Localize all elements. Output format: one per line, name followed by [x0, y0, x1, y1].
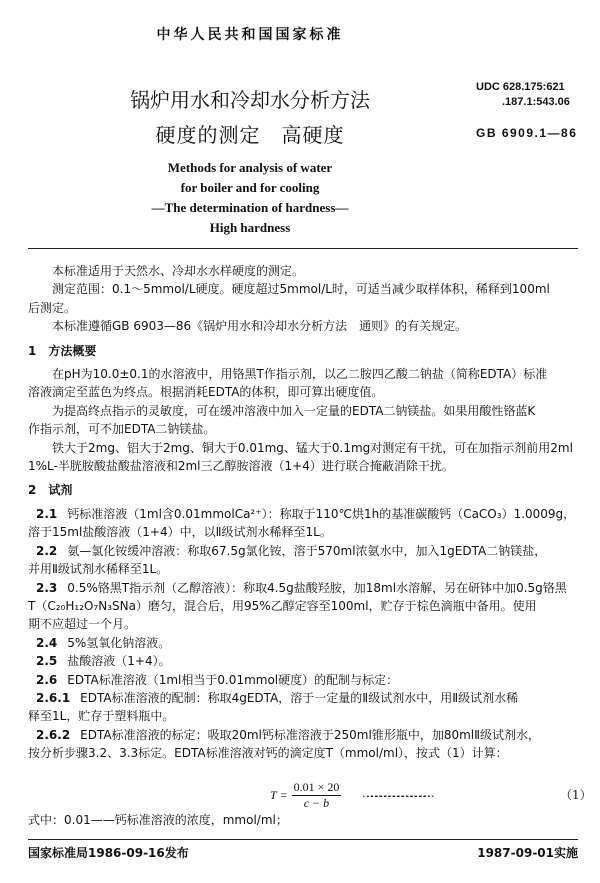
text-line	[28, 726, 578, 744]
line-text: 后测定。	[28, 300, 77, 315]
line-text: EDTA标准溶液的标定：吸取20ml钙标准溶液于250ml锥形瓶中，加80mlⅡ级试剂水，	[80, 727, 541, 742]
clause-number: 2.6.1	[36, 690, 71, 705]
udc-line1: UDC 628.175:621	[476, 81, 565, 93]
clause	[28, 671, 578, 689]
line-text: 2 试剂	[28, 483, 73, 498]
text-line	[28, 402, 578, 420]
clause	[28, 634, 578, 652]
text-line	[28, 560, 578, 578]
text-line	[28, 262, 578, 280]
issue-date: 国家标准局1986-09-16发布	[28, 846, 189, 860]
line-text: 按分析步骤3.2、3.3标定。EDTA标准溶液对钙的滴定度T（mmol/ml），按式（1）计算：	[28, 746, 508, 761]
text-line	[28, 505, 578, 523]
clause-number: 2.5	[36, 654, 58, 669]
text-line	[28, 689, 578, 707]
formula-lhs: T =	[270, 788, 288, 802]
section-heading	[28, 481, 578, 499]
formula-1	[270, 780, 341, 811]
line-text: 溶于15ml盐酸溶液（1+4）中，以Ⅱ级试剂水稀释至1L。	[28, 525, 332, 540]
line-text: 铁大于2mg、铝大于2mg、铜大于0.01mg、锰大于0.1mg对测定有干扰，可在加指示剂前用2ml	[52, 440, 573, 455]
clause	[28, 689, 578, 726]
where-clause: 式中：0.01——钙标准溶液的浓度，mmol/ml；	[28, 813, 288, 827]
text-line	[28, 481, 578, 499]
clause	[28, 505, 578, 542]
text-line	[28, 299, 578, 317]
line-text: 钙标准溶液（1ml含0.01mmolCa²⁺）：称取于110℃烘1h的基准碳酸钙（CaCO₃）1.0009g，	[67, 506, 576, 521]
fraction-numerator: 0.01 × 20	[293, 780, 340, 794]
text-line	[28, 615, 578, 633]
title-chinese-line2: 硬度的测定 高硬度	[155, 123, 345, 147]
text-line	[28, 671, 578, 689]
paragraph	[28, 439, 578, 476]
text-line	[28, 420, 578, 438]
text-line	[28, 634, 578, 652]
line-text: 氨—氯化铵缓冲溶液：称取67.5g氯化铵，溶于570ml浓氨水中，加入1gEDTA二钠镁盐，	[67, 543, 547, 558]
text-line	[28, 652, 578, 670]
title-chinese-line1: 锅炉用水和冷却水分析方法	[130, 88, 370, 112]
line-text: 溶液滴定至蓝色为终点。根据消耗EDTA的体积，即可算出硬度值。	[28, 385, 384, 400]
paragraph	[28, 402, 578, 439]
line-text: 为提高终点指示的灵敏度，可在缓冲溶液中加入一定量的EDTA二钠镁盐。如果用酸性铬蓝K	[52, 403, 536, 418]
line-text: EDTA标准溶液（1ml相当于0.01mmol硬度）的配制与标定：	[67, 672, 399, 687]
clause	[28, 579, 578, 634]
english-title-line: Methods for analysis of water	[167, 160, 333, 175]
text-line	[28, 523, 578, 541]
fraction-denominator: c − b	[303, 796, 330, 810]
line-text: T（C₂₀H₁₂O₇N₃SNa）磨匀，混合后，用95%乙醇定容至100ml，贮存于棕色滴瓶中备用。使用	[28, 598, 537, 613]
footer-divider	[28, 839, 578, 840]
nation-standard-label: 中华人民共和国国家标准	[156, 27, 344, 43]
text-line	[28, 439, 578, 457]
formula-leader-dots: ………………………………………	[362, 787, 429, 800]
line-text: 在pH为10.0±0.1的水溶液中，用铬黑T作指示剂，以乙二胺四乙酸二钠盐（简称EDTA）标准	[52, 367, 548, 382]
line-text: 作指示剂，可不加EDTA二钠镁盐。	[28, 422, 216, 437]
fraction	[292, 780, 342, 811]
text-line	[28, 707, 578, 725]
line-text: 1 方法概要	[28, 343, 97, 358]
clause	[28, 542, 578, 579]
text-line	[28, 383, 578, 401]
section-heading	[28, 342, 578, 360]
line-text: 1%L-半胱胺酸盐酸盐溶液和2ml三乙醇胺溶液（1+4）进行联合掩蔽消除干扰。	[28, 459, 454, 474]
line-text: 本标准适用于天然水、冷却水水样硬度的测定。	[52, 264, 305, 278]
udc-code	[476, 80, 570, 110]
paragraph	[28, 280, 578, 317]
text-line	[28, 457, 578, 475]
text-line	[28, 744, 578, 762]
paragraph	[28, 262, 578, 280]
english-title	[0, 158, 500, 238]
document-body	[28, 262, 578, 763]
text-line	[28, 542, 578, 560]
line-text: EDTA标准溶液的配制：称取4gEDTA，溶于一定量的Ⅱ级试剂水中，用Ⅱ级试剂水稀	[80, 690, 519, 705]
line-text: 本标准遵循GB 6903—86《锅炉用水和冷却水分析方法 通则》的有关规定。	[52, 319, 468, 334]
line-text: 盐酸溶液（1+4）。	[67, 654, 171, 669]
clause-number: 2.1	[36, 506, 58, 521]
line-text: 0.5%铬黑T指示剂（乙醇溶液）：称取4.5g盐酸羟胺，加18ml水溶解，另在研钵中加0.5g铬黑	[67, 580, 567, 595]
equation-number: （1）	[560, 788, 592, 802]
paragraph	[28, 365, 578, 402]
text-line	[28, 365, 578, 383]
clause-number: 2.6.2	[36, 727, 71, 742]
text-line	[28, 317, 578, 335]
clause-number: 2.3	[36, 580, 58, 595]
line-text: 期不应超过一个月。	[28, 617, 137, 632]
english-title-line: for boiler and for cooling	[180, 180, 320, 195]
line-text: 释至1L，贮存于塑料瓶中。	[28, 709, 175, 724]
english-title-line: High hardness	[209, 220, 291, 235]
text-line	[28, 597, 578, 615]
clause	[28, 726, 578, 763]
clause-number: 2.4	[36, 635, 58, 650]
paragraph	[28, 317, 578, 335]
text-line	[28, 280, 578, 298]
english-title-line: —The determination of hardness—	[151, 200, 349, 215]
clause-number: 2.2	[36, 543, 58, 558]
clause	[28, 652, 578, 670]
header-divider	[28, 248, 578, 249]
clause-number: 2.6	[36, 672, 58, 687]
line-text: 测定范围：0.1～5mmol/L硬度。硬度超过5mmol/L时，可适当减少取样体积，稀释到100ml	[52, 282, 550, 297]
gb-number: GB 6909.1—86	[476, 126, 578, 140]
line-text: 并用Ⅱ级试剂水稀释至1L。	[28, 562, 169, 577]
udc-line2: .187.1:543.06	[502, 96, 570, 108]
text-line	[28, 342, 578, 360]
effective-date: 1987-09-01实施	[477, 846, 578, 860]
text-line	[28, 579, 578, 597]
line-text: 5%氢氧化钠溶液。	[67, 635, 171, 650]
